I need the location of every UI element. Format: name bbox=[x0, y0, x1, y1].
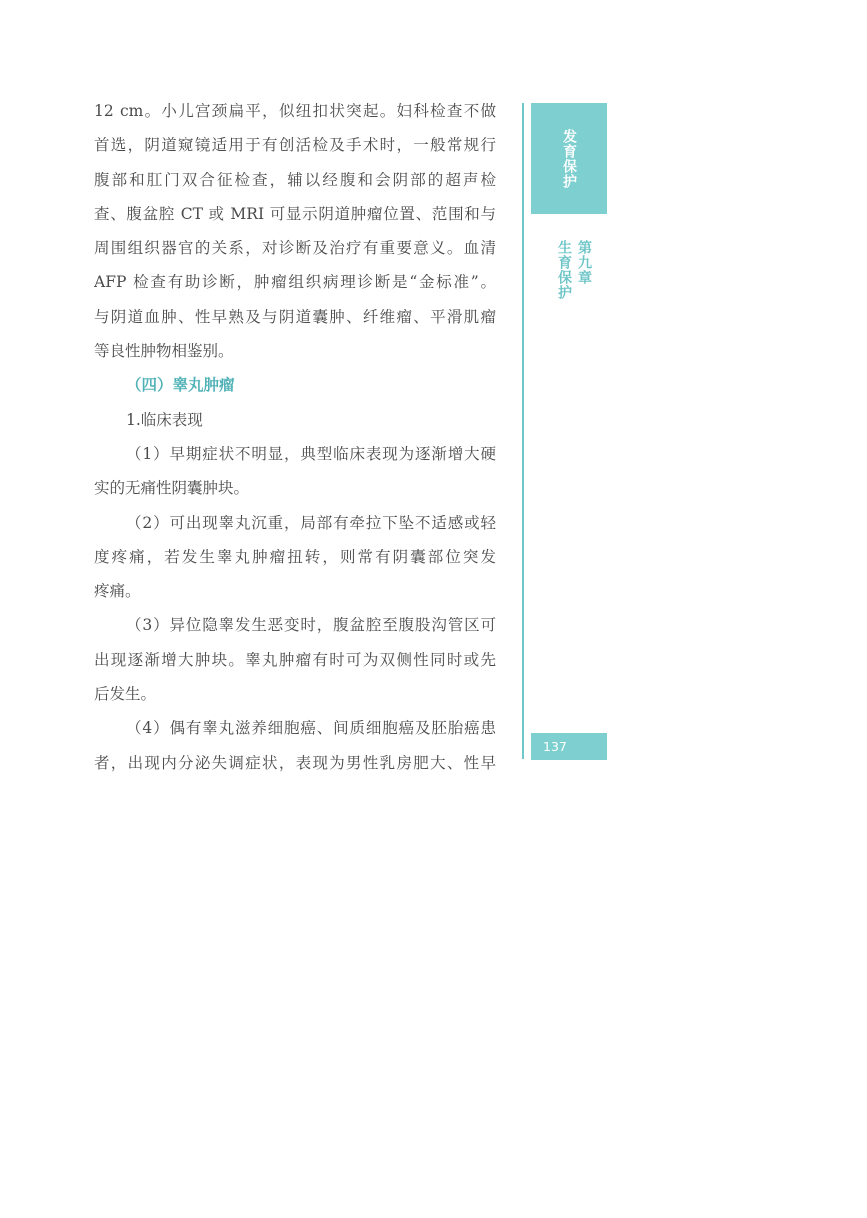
section-heading: （四）睾丸肿瘤 bbox=[126, 375, 235, 395]
chapter-title: 生育保护 bbox=[556, 240, 572, 300]
paragraph-2-line: 疼痛。 bbox=[94, 582, 141, 601]
paragraph-1-line: （1）早期症状不明显，典型临床表现为逐渐增大硬 bbox=[126, 444, 496, 463]
text-line: 腹部和肛门双合征检查，辅以经腹和会阴部的超声检 bbox=[94, 170, 496, 189]
margin-divider bbox=[522, 103, 524, 759]
text-line: AFP 检查有助诊断，肿瘤组织病理诊断是“金标准”。 bbox=[94, 273, 496, 292]
page-number: 137 bbox=[531, 733, 607, 760]
paragraph-2-line: （2）可出现睾丸沉重，局部有牵拉下坠不适感或轻 bbox=[126, 513, 496, 532]
text-line: 查、腹盆腔 CT 或 MRI 可显示阴道肿瘤位置、范围和与 bbox=[94, 204, 496, 223]
chapter-number: 第九章 bbox=[576, 240, 592, 285]
paragraph-3-line: （3）异位隐睾发生恶变时，腹盆腔至腹股沟管区可 bbox=[126, 616, 496, 635]
section-tab bbox=[531, 103, 607, 214]
body-text bbox=[94, 94, 496, 780]
paragraph-4-line: 者，出现内分泌失调症状，表现为男性乳房肥大、性早 bbox=[94, 753, 496, 772]
text-line: 等良性肿物相鉴别。 bbox=[94, 342, 234, 361]
paragraph-3-line: 后发生。 bbox=[94, 685, 157, 704]
subheading: 1.临床表现 bbox=[126, 410, 203, 429]
text-line: 周围组织器官的关系，对诊断及治疗有重要意义。血清 bbox=[94, 239, 496, 258]
paragraph-4-line: （4）偶有睾丸滋养细胞癌、间质细胞癌及胚胎癌患 bbox=[126, 719, 496, 738]
chapter-running-head bbox=[554, 240, 594, 300]
paragraph-1-line: 实的无痛性阴囊肿块。 bbox=[94, 479, 250, 498]
paragraph-2-line: 度疼痛，若发生睾丸肿瘤扭转，则常有阴囊部位突发 bbox=[94, 547, 496, 566]
paragraph-3-line: 出现逐渐增大肿块。睾丸肿瘤有时可为双侧性同时或先 bbox=[94, 650, 496, 669]
text-line: 12 cm。小儿宫颈扁平，似纽扣状突起。妇科检查不做 bbox=[94, 102, 496, 120]
text-line: 首选，阴道窥镜适用于有创活检及手术时，一般常规行 bbox=[94, 136, 496, 155]
section-tab-label: 发育保护 bbox=[561, 128, 577, 189]
text-line: 与阴道血肿、性早熟及与阴道囊肿、纤维瘤、平滑肌瘤 bbox=[94, 307, 496, 326]
